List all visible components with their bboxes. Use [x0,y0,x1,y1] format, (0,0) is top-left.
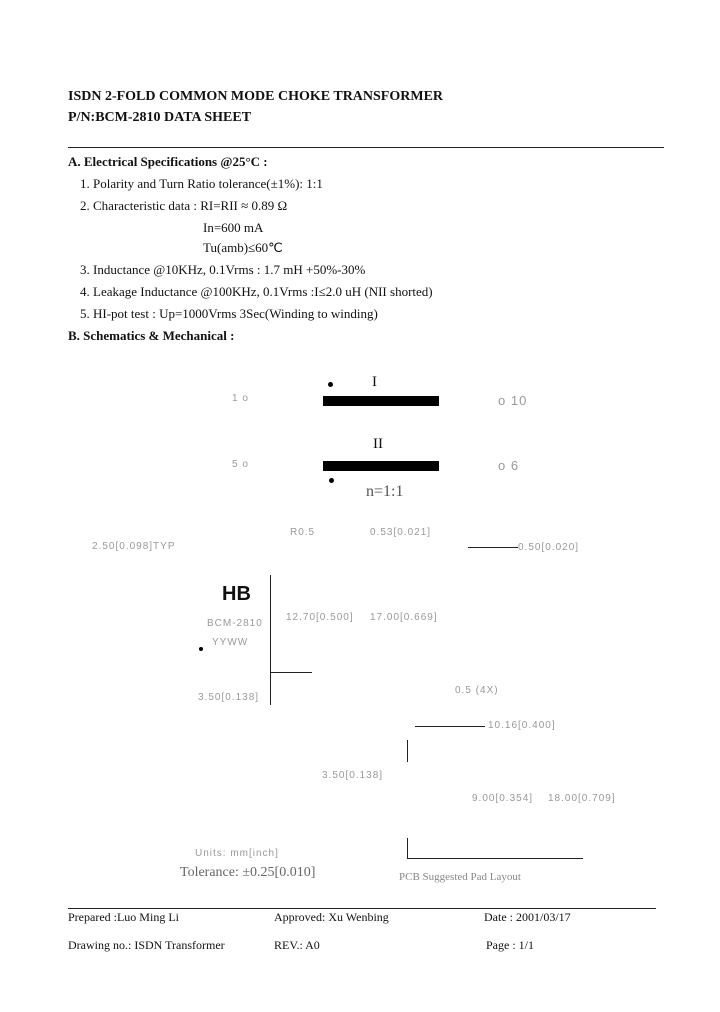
dimension-label: 17.00[0.669] [370,612,438,623]
units-note: Units: mm[inch] [195,848,279,859]
dimension-line [415,726,485,727]
date: Date : 2001/03/17 [484,910,571,924]
pin-label: o 10 [498,393,528,408]
spec-item: Tu(amb)≤60℃ [203,240,283,255]
dimension-line [407,858,583,859]
pad-layout-caption: PCB Suggested Pad Layout [399,871,521,883]
dimension-line [270,575,271,705]
footer-divider [68,908,656,909]
section-a-heading: A. Electrical Specifications @25°C : [68,154,268,169]
dimension-line [407,740,408,762]
tolerance-note: Tolerance: ±0.25[0.010] [180,865,316,880]
doc-title: ISDN 2-FOLD COMMON MODE CHOKE TRANSFORMER [68,89,444,104]
dimension-label: 12.70[0.500] [286,612,354,623]
spec-item: In=600 mA [203,220,264,235]
spec-item: 5. HI-pot test : Up=1000Vrms 3Sec(Winding to winding) [80,306,378,321]
page-number: Page : 1/1 [486,938,534,952]
polarity-dot-icon [329,478,334,483]
dimension-label: 2.50[0.098]TYP [92,541,176,552]
winding-1-bar [323,396,439,406]
spec-item: 4. Leakage Inductance @100KHz, 0.1Vrms :I≤2.0 uH (NII shorted) [80,284,433,299]
drawing-number: Drawing no.: ISDN Transformer [68,938,225,952]
dimension-label: 3.50[0.138] [322,770,384,781]
manufacturer-logo: HB [222,583,251,605]
spec-item: 1. Polarity and Turn Ratio tolerance(±1%): 1:1 [80,176,323,191]
dimension-label: 0.53[0.021] [370,527,432,538]
winding-2-label: II [373,436,383,452]
revision: REV.: A0 [274,938,320,952]
dimension-line [407,838,408,858]
winding-2-bar [323,461,439,471]
dimension-label: 3.50[0.138] [198,692,260,703]
pin-label: o 6 [498,458,520,473]
dimension-label: 0.50[0.020] [518,542,580,553]
winding-1-label: I [372,374,377,390]
pin-label: 1 o [232,393,249,404]
polarity-dot-icon [328,382,333,387]
date-code-marking: YYWW [212,637,249,648]
dimension-line [468,547,518,548]
spec-item: 3. Inductance @10KHz, 0.1Vrms : 1.7 mH +50%-30% [80,262,366,277]
turns-ratio: n=1:1 [366,483,404,500]
dimension-label: 0.5 (4X) [455,685,499,696]
doc-part-number: P/N:BCM-2810 DATA SHEET [68,110,252,125]
section-b-heading: B. Schematics & Mechanical : [68,328,235,343]
approved-by: Approved: Xu Wenbing [274,910,389,924]
pin1-dot-icon [199,647,203,651]
dimension-label: 10.16[0.400] [488,720,556,731]
part-marking: BCM-2810 [207,618,263,629]
dimension-label: R0.5 [290,527,316,538]
divider [68,147,664,148]
pin-label: 5 o [232,459,249,470]
prepared-by: Prepared :Luo Ming Li [68,910,179,924]
spec-item: 2. Characteristic data : RI=RII ≈ 0.89 Ω [80,198,288,213]
dimension-line [270,672,312,673]
dimension-label: 18.00[0.709] [548,793,616,804]
dimension-label: 9.00[0.354] [472,793,534,804]
